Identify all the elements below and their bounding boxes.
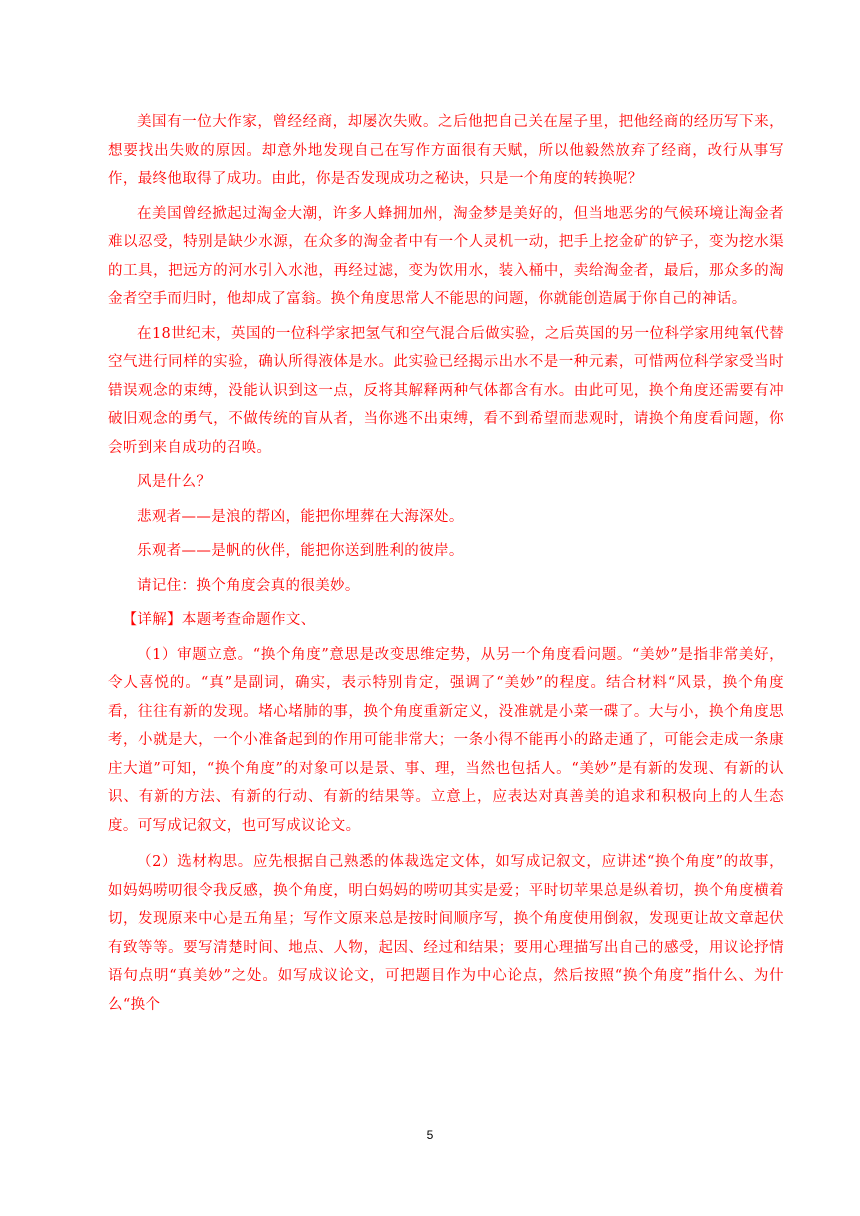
page-number: 5 — [426, 1128, 434, 1142]
analysis-topic: （1）审题立意。“换个角度”意思是改变思维定势，从另一个角度看问题。“美妙”是指非常美好，令人喜悦的。“真”是副词，确实，表示特别肯定，强调了“美妙”的程度。结合材料“风景，换个角度看，往往有新的发现。堵心堵肺的事，换个角度重新定义，没准就是小菜一碟了。大与小，换个角度思考，小就是大，一个小准备起到的作用可能非常大；一条小得不能再小的路走通了，可能会走成一条康庄大道”可知，“换个角度”的对象可以是景、事、理，当然也包括人。“美妙”是有新的发现、有新的认识、有新的方法、有新的行动、有新的结果等。立意上，应表达对真善美的追求和积极向上的人生态度。可写成记叙文，也可写成议论文。 — [108, 646, 784, 834]
detail-label: 【详解】 — [122, 612, 182, 628]
paragraph-writer-story: 美国有一位大作家，曾经经商，却屡次失败。之后他把自己关在屋子里，把他经商的经历写下来，想要找出失败的原因。却意外地发现自己在写作方面很有天赋，所以他毅然放弃了经商，改行从事写作，最终他取得了成功。由此，你是否发现成功之秘诀，只是一个角度的转换呢？ — [108, 114, 784, 187]
paragraph-water-experiment: 在18世纪末，英国的一位科学家把氢气和空气混合后做实验，之后英国的另一位科学家用纯氧代替空气进行同样的实验，确认所得液体是水。此实验已经揭示出水不是一种元素，可惜两位科学家受当时错误观念的束缚，没能认识到这一点，反将其解释两种气体都含有水。由此可见，换个角度还需要有冲破旧观念的勇气，不做传统的盲从者，当你逃不出束缚，看不到希望而悲观时，请换个角度看问题，你会听到来自成功的召唤。 — [108, 325, 784, 456]
document-body — [108, 108, 784, 1019]
paragraph-optimist: 乐观者——是帆的伙伴，能把你送到胜利的彼岸。 — [137, 543, 464, 559]
paragraph-pessimist: 悲观者——是浪的帮凶，能把你埋葬在大海深处。 — [137, 508, 464, 525]
paragraph-gold-rush: 在美国曾经掀起过淘金大潮，许多人蜂拥加州，淘金梦是美好的，但当地恶劣的气候环境让淘金者难以忍受，特别是缺少水源，在众多的淘金者中有一个人灵机一动，把手上挖金矿的铲子，变为挖水渠的工具，把远方的河水引入水池，再经过滤，变为饮用水，装入桶中，卖给淘金者，最后，那众多的淘金者空手而归时，他却成了富翁。换个角度思常人不能思的问题，你就能创造属于你自己的神话。 — [108, 205, 784, 307]
analysis-material: （2）选材构思。应先根据自己熟悉的体裁选定文体，如写成记叙文，应讲述“换个角度”的故事，如妈妈唠叨很令我反感，换个角度，明白妈妈的唠叨其实是爱；平时切苹果总是纵着切，换个角度横着切，发现原来中心是五角星；写作文原来总是按时间顺序写，换个角度使用倒叙，发现更让故文章起伏有致等等。要写清楚时间、地点、人物，起因、经过和结果；要用心理描写出自己的感受，用议论抒情语句点明“真美妙”之处。如写成议论文，可把题目作为中心论点，然后按照“换个角度”指什么、为什么“换个 — [108, 854, 784, 1013]
detail-heading — [108, 606, 784, 635]
paragraph-wind-question: 风是什么？ — [137, 474, 212, 490]
detail-text: 本题考查命题作文、 — [181, 612, 316, 628]
paragraph-remember: 请记住：换个角度会真的很美妙。 — [137, 577, 360, 594]
